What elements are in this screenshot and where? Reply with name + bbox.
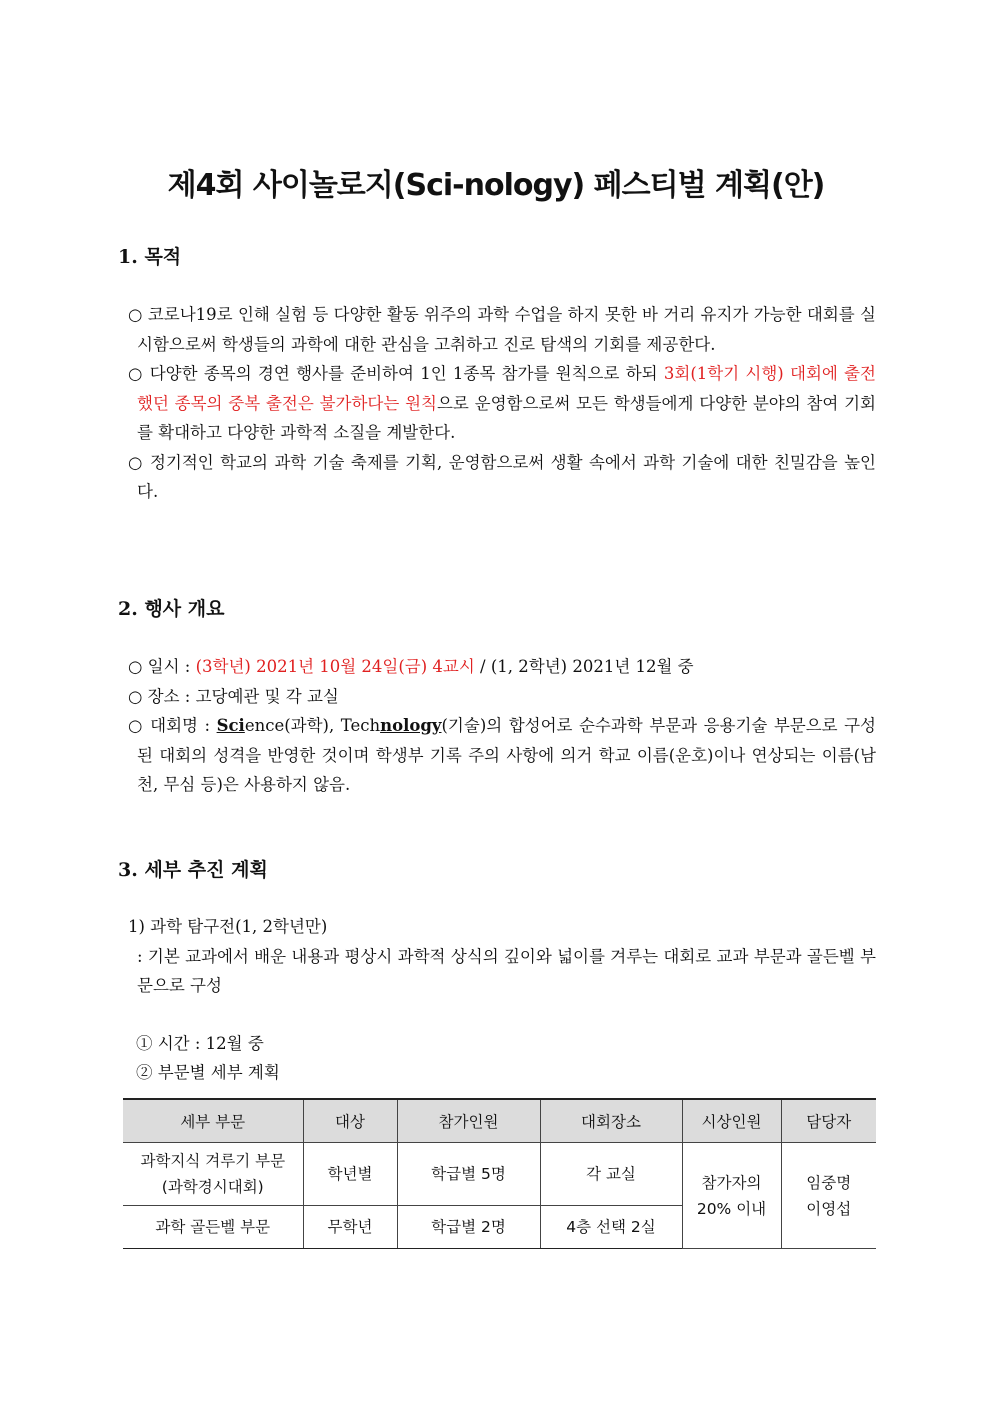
table-header: 참가인원	[397, 1099, 540, 1143]
table-cell: 학급별 2명	[397, 1206, 540, 1249]
purpose-bullet-2-text-end: 으로 운영함으로써 모든 학생들에게 다양한 분야의 참여 기회를 확대하고 다양한 과학적 소질을 계발한다.	[137, 393, 876, 442]
table-cell: 학급별 5명	[397, 1143, 540, 1206]
section-1-heading: 1. 목적	[118, 246, 182, 268]
table-cell: 과학 골든벨 부문	[123, 1206, 303, 1249]
table-cell-line: (과학경시대회)	[161, 1178, 264, 1196]
event-name	[128, 711, 876, 800]
section-2-body	[128, 652, 876, 800]
document-title: 제4회 사이놀로지(Sci-nology) 페스티벌 계획(안)	[167, 168, 825, 203]
event-name-label: ○ 대회명 :	[128, 716, 217, 735]
plan-line: ② 부문별 세부 계획	[136, 1063, 280, 1082]
event-name-nology: nology	[380, 716, 442, 735]
subsection-1-title: 1) 과학 탐구전(1, 2학년만)	[128, 917, 328, 936]
event-date-grade3: (3학년) 2021년 10월 24일(금) 4교시	[195, 657, 475, 676]
table-cell: 무학년	[303, 1206, 397, 1249]
subsection-1	[128, 912, 876, 1001]
table-cell: 학년별	[303, 1143, 397, 1206]
table-header: 세부 부문	[123, 1099, 303, 1143]
section-2-heading: 2. 행사 개요	[118, 598, 225, 620]
purpose-bullet-2-highlight: 3회(1학기 시행) 대회에 출전했던 종목의 중복 출전은 불가하다는 원칙	[137, 364, 876, 413]
award-cell	[682, 1143, 781, 1249]
award-line: 참가자의	[701, 1173, 762, 1192]
plan-table	[123, 1098, 876, 1249]
table-cell: 각 교실	[540, 1143, 682, 1206]
staff-line: 이영섭	[806, 1199, 852, 1218]
event-name-desc: (기술)의 합성어로 순수과학 부문과 응용기술 부문으로 구성된 대회의 성격을 반영한 것이며 학생부 기록 주의 사항에 의거 학교 이름(운호)이나 연상되는 이름(남천, 무심 등)은 사용하지 않음.	[137, 716, 876, 794]
staff-cell	[781, 1143, 876, 1249]
event-date-label: ○ 일시 :	[128, 657, 196, 676]
purpose-bullet-2-text: ○ 다양한 종목의 경연 행사를 준비하여 1인 1종목 참가를 원칙으로 하되	[128, 364, 664, 383]
event-date-grade12: / (1, 2학년) 2021년 12월 중	[474, 657, 694, 676]
purpose-bullet-1: ○ 코로나19로 인해 실험 등 다양한 활동 위주의 과학 수업을 하지 못한 바 거리 유지가 가능한 대회를 실시함으로써 학생들의 과학에 대한 관심을 고취하고 진로 탐색의 기회를 제공한다.	[128, 305, 876, 354]
event-place: ○ 장소 : 고당예관 및 각 교실	[128, 686, 339, 706]
table-header: 담당자	[781, 1099, 876, 1143]
staff-line: 임중명	[806, 1173, 852, 1192]
table-header-row	[123, 1099, 876, 1143]
table-header: 시상인원	[682, 1099, 781, 1143]
subsection-1-description: : 기본 교과에서 배운 내용과 평상시 과학적 상식의 깊이와 넓이를 겨루는 대회로 교과 부문과 골든벨 부문으로 구성	[137, 946, 876, 995]
table-cell	[123, 1143, 303, 1206]
event-name-sci: Sci	[216, 716, 245, 735]
award-line: 20% 이내	[696, 1199, 767, 1218]
section-1-body	[128, 300, 876, 507]
time-line: ① 시간 : 12월 중	[136, 1034, 264, 1053]
table-header: 대상	[303, 1099, 397, 1143]
table-header: 대회장소	[540, 1099, 682, 1143]
purpose-bullet-3: ○ 정기적인 학교의 과학 기술 축제를 기획, 운영함으로써 생활 속에서 과학 기술에 대한 친밀감을 높인다.	[128, 452, 876, 501]
table-cell-line: 과학지식 겨루기 부문	[140, 1152, 286, 1170]
event-date	[128, 652, 876, 682]
section-3-heading: 3. 세부 추진 계획	[118, 859, 268, 881]
purpose-bullet-2	[128, 359, 876, 448]
table-cell: 4층 선택 2실	[540, 1206, 682, 1249]
event-name-ence: ence(과학), Tech	[244, 716, 381, 735]
table-row	[123, 1143, 876, 1206]
